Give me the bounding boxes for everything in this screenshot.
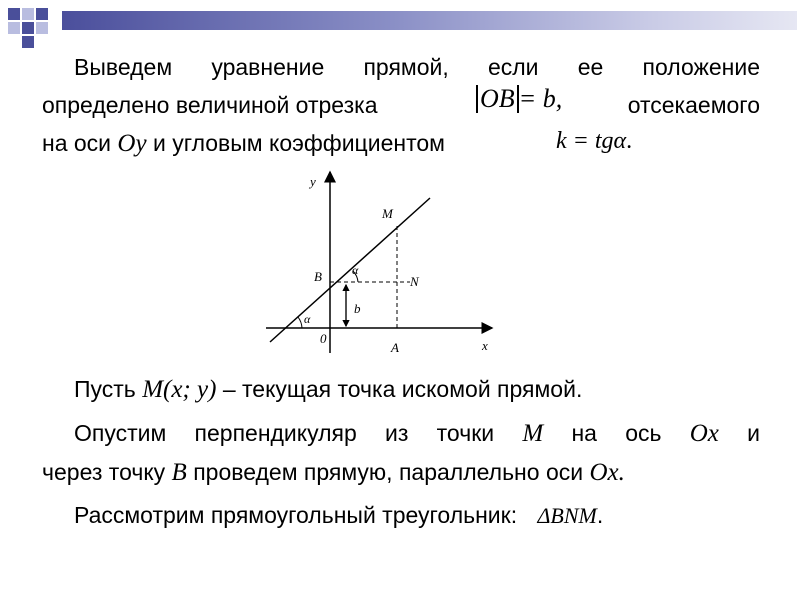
- triangle-bnm: ΔBNM: [537, 503, 597, 528]
- intro-line-2-end: отсекаемого: [627, 92, 760, 118]
- formula-ob: [476, 84, 562, 114]
- paragraph-triangle: Рассмотрим прямоугольный треугольник: ΔBNM.: [74, 502, 604, 528]
- paragraph-perpendicular: [42, 414, 760, 492]
- paragraph-intro: [42, 48, 760, 163]
- point-m: M(x; y): [142, 376, 217, 403]
- label-x: x: [482, 338, 488, 353]
- formula-ob-abs: OB: [476, 85, 519, 113]
- axis-oy: Oy: [117, 130, 147, 157]
- label-y: y: [310, 174, 316, 189]
- intro-line-2: определено величиной отрезка отсекаемого: [42, 86, 760, 124]
- header-bar: [62, 11, 797, 30]
- label-a: A: [391, 340, 399, 355]
- formula-ob-rest: = b,: [518, 84, 563, 113]
- line-diagram: [262, 168, 502, 358]
- label-b-point: B: [314, 269, 322, 284]
- label-alpha-top: α: [352, 263, 359, 277]
- label-n: N: [410, 274, 419, 289]
- label-b-length: b: [354, 301, 361, 316]
- perp-line-2: через точку B проведем прямую, параллельно оси Ox.: [42, 459, 625, 486]
- angle-arc-bottom: [298, 317, 302, 328]
- formula-k: k = tgα.: [556, 128, 633, 154]
- paragraph-point: Пусть M(x; y) – текущая точка искомой прямой.: [74, 376, 583, 403]
- perp-line-1: Опустим перпендикуляр из точки M на ось Ox и: [74, 420, 760, 447]
- label-m: M: [382, 206, 393, 221]
- main-line: [270, 198, 430, 342]
- intro-line-3: на оси Oy и угловым коэффициентом: [42, 130, 445, 157]
- label-zero: 0: [320, 331, 327, 346]
- label-alpha-bottom: α: [304, 312, 311, 326]
- intro-line-1: Выведем уравнение прямой, если ее положение: [74, 54, 760, 80]
